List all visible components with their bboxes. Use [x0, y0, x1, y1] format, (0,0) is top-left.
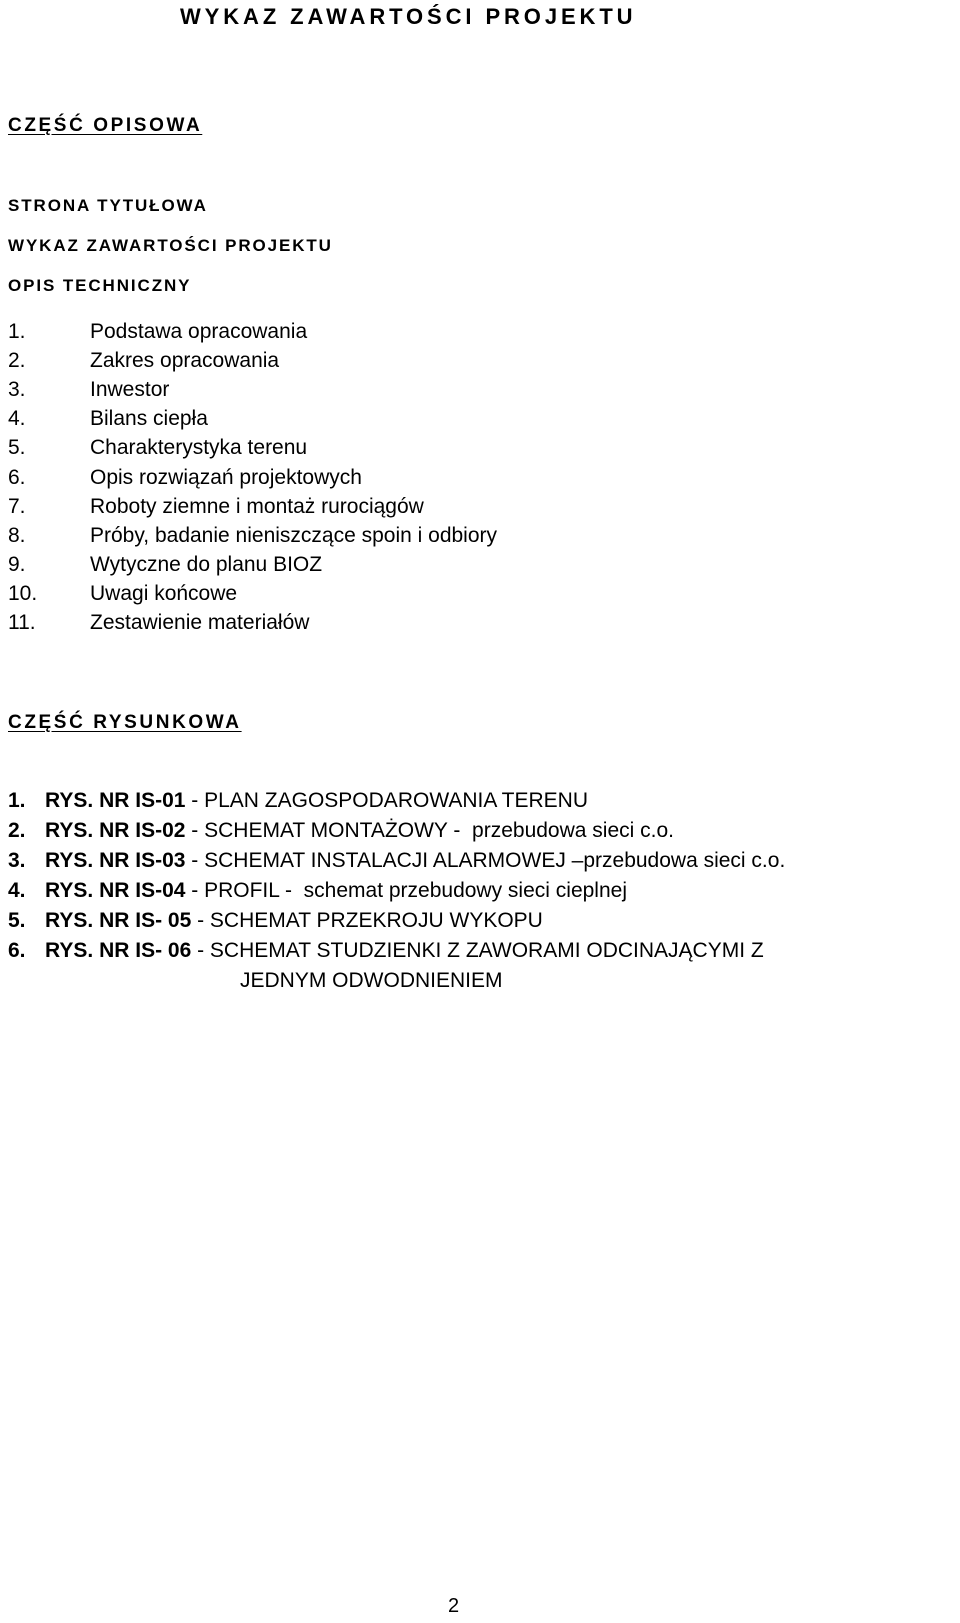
- technical-description-list: [8, 317, 497, 638]
- list-item-number: 11.: [8, 611, 36, 635]
- list-item-label: Próby, badanie nieniszczące spoin i odbiory: [90, 523, 498, 547]
- drawing-text: [45, 876, 627, 906]
- drawing-code: RYS. NR IS-04: [45, 879, 186, 902]
- list-item: [8, 551, 497, 580]
- list-item: [8, 609, 497, 638]
- list-item: [8, 317, 497, 346]
- drawings-list: [8, 786, 785, 996]
- list-item-label: Charakterystyka terenu: [90, 436, 308, 460]
- drawing-item: [8, 936, 785, 966]
- drawing-text: [45, 906, 543, 936]
- list-item: [8, 492, 497, 521]
- list-item-label: Bilans ciepła: [90, 407, 208, 431]
- list-item: [8, 434, 497, 463]
- list-item-label: Roboty ziemne i montaż rurociągów: [90, 494, 424, 518]
- drawing-number: 4.: [8, 879, 26, 902]
- drawing-number: 6.: [8, 939, 26, 962]
- drawing-item: [8, 816, 785, 846]
- drawing-description: - SCHEMAT MONTAŻOWY - przebudowa sieci c.o.: [185, 819, 674, 842]
- drawing-text: [45, 846, 785, 876]
- list-item: [8, 463, 497, 492]
- list-item-label: Inwestor: [90, 377, 170, 401]
- drawing-description-continuation: JEDNYM ODWODNIENIEM: [240, 969, 503, 992]
- section-heading-descriptive: CZĘŚĆ OPISOWA: [8, 115, 203, 136]
- list-item-number: 4.: [8, 407, 26, 431]
- heading-contents: WYKAZ ZAWARTOŚCI PROJEKTU: [8, 236, 333, 255]
- heading-title-page: STRONA TYTUŁOWA: [8, 196, 208, 215]
- heading-technical-description: OPIS TECHNICZNY: [8, 276, 192, 295]
- list-item-number: 5.: [8, 436, 26, 460]
- list-item-label: Opis rozwiązań projektowych: [90, 465, 362, 489]
- list-item-number: 8.: [8, 523, 26, 547]
- drawing-description: - PROFIL - schemat przebudowy sieci cieplnej: [185, 879, 627, 902]
- drawing-text: [45, 816, 674, 846]
- list-item-number: 1.: [8, 319, 26, 343]
- list-item: [8, 346, 497, 375]
- list-item: [8, 405, 497, 434]
- drawing-item: [8, 846, 785, 876]
- list-item-label: Podstawa opracowania: [90, 319, 308, 343]
- list-item-number: 7.: [8, 494, 26, 518]
- list-item-label: Zakres opracowania: [90, 348, 280, 372]
- drawing-code: RYS. NR IS-03: [45, 849, 186, 872]
- list-item-label: Wytyczne do planu BIOZ: [90, 553, 323, 577]
- drawing-code: RYS. NR IS-02: [45, 819, 186, 842]
- drawing-number: 3.: [8, 849, 26, 872]
- drawing-item: [8, 876, 785, 906]
- drawing-code: RYS. NR IS- 05: [45, 909, 192, 932]
- document-title: WYKAZ ZAWARTOŚCI PROJEKTU: [180, 4, 637, 29]
- drawing-code: RYS. NR IS-01: [45, 789, 186, 812]
- page-number: 2: [448, 1595, 460, 1617]
- list-item-number: 9.: [8, 553, 26, 577]
- list-item: [8, 375, 497, 404]
- drawing-description: - SCHEMAT INSTALACJI ALARMOWEJ –przebudowa sieci c.o.: [185, 849, 786, 872]
- drawing-item: [8, 906, 785, 936]
- drawing-description: - PLAN ZAGOSPODAROWANIA TERENU: [185, 789, 589, 812]
- drawing-number: 1.: [8, 789, 26, 812]
- list-item-number: 2.: [8, 348, 26, 372]
- drawing-text: [45, 936, 764, 966]
- drawing-item: [8, 786, 785, 816]
- drawing-code: RYS. NR IS- 06: [45, 939, 192, 962]
- list-item-label: Uwagi końcowe: [90, 582, 238, 606]
- drawing-number: 5.: [8, 909, 26, 932]
- list-item-label: Zestawienie materiałów: [90, 611, 310, 635]
- drawing-text: [45, 786, 588, 816]
- drawing-item-continuation: [8, 966, 785, 996]
- list-item-number: 3.: [8, 377, 26, 401]
- drawing-description: - SCHEMAT STUDZIENKI Z ZAWORAMI ODCINAJĄCYMI Z: [191, 939, 764, 962]
- drawing-number: 2.: [8, 819, 26, 842]
- drawing-description: - SCHEMAT PRZEKROJU WYKOPU: [191, 909, 543, 932]
- list-item-number: 10.: [8, 582, 38, 606]
- list-item: [8, 521, 497, 550]
- section-heading-drawings: CZĘŚĆ RYSUNKOWA: [8, 712, 242, 733]
- list-item: [8, 580, 497, 609]
- list-item-number: 6.: [8, 465, 26, 489]
